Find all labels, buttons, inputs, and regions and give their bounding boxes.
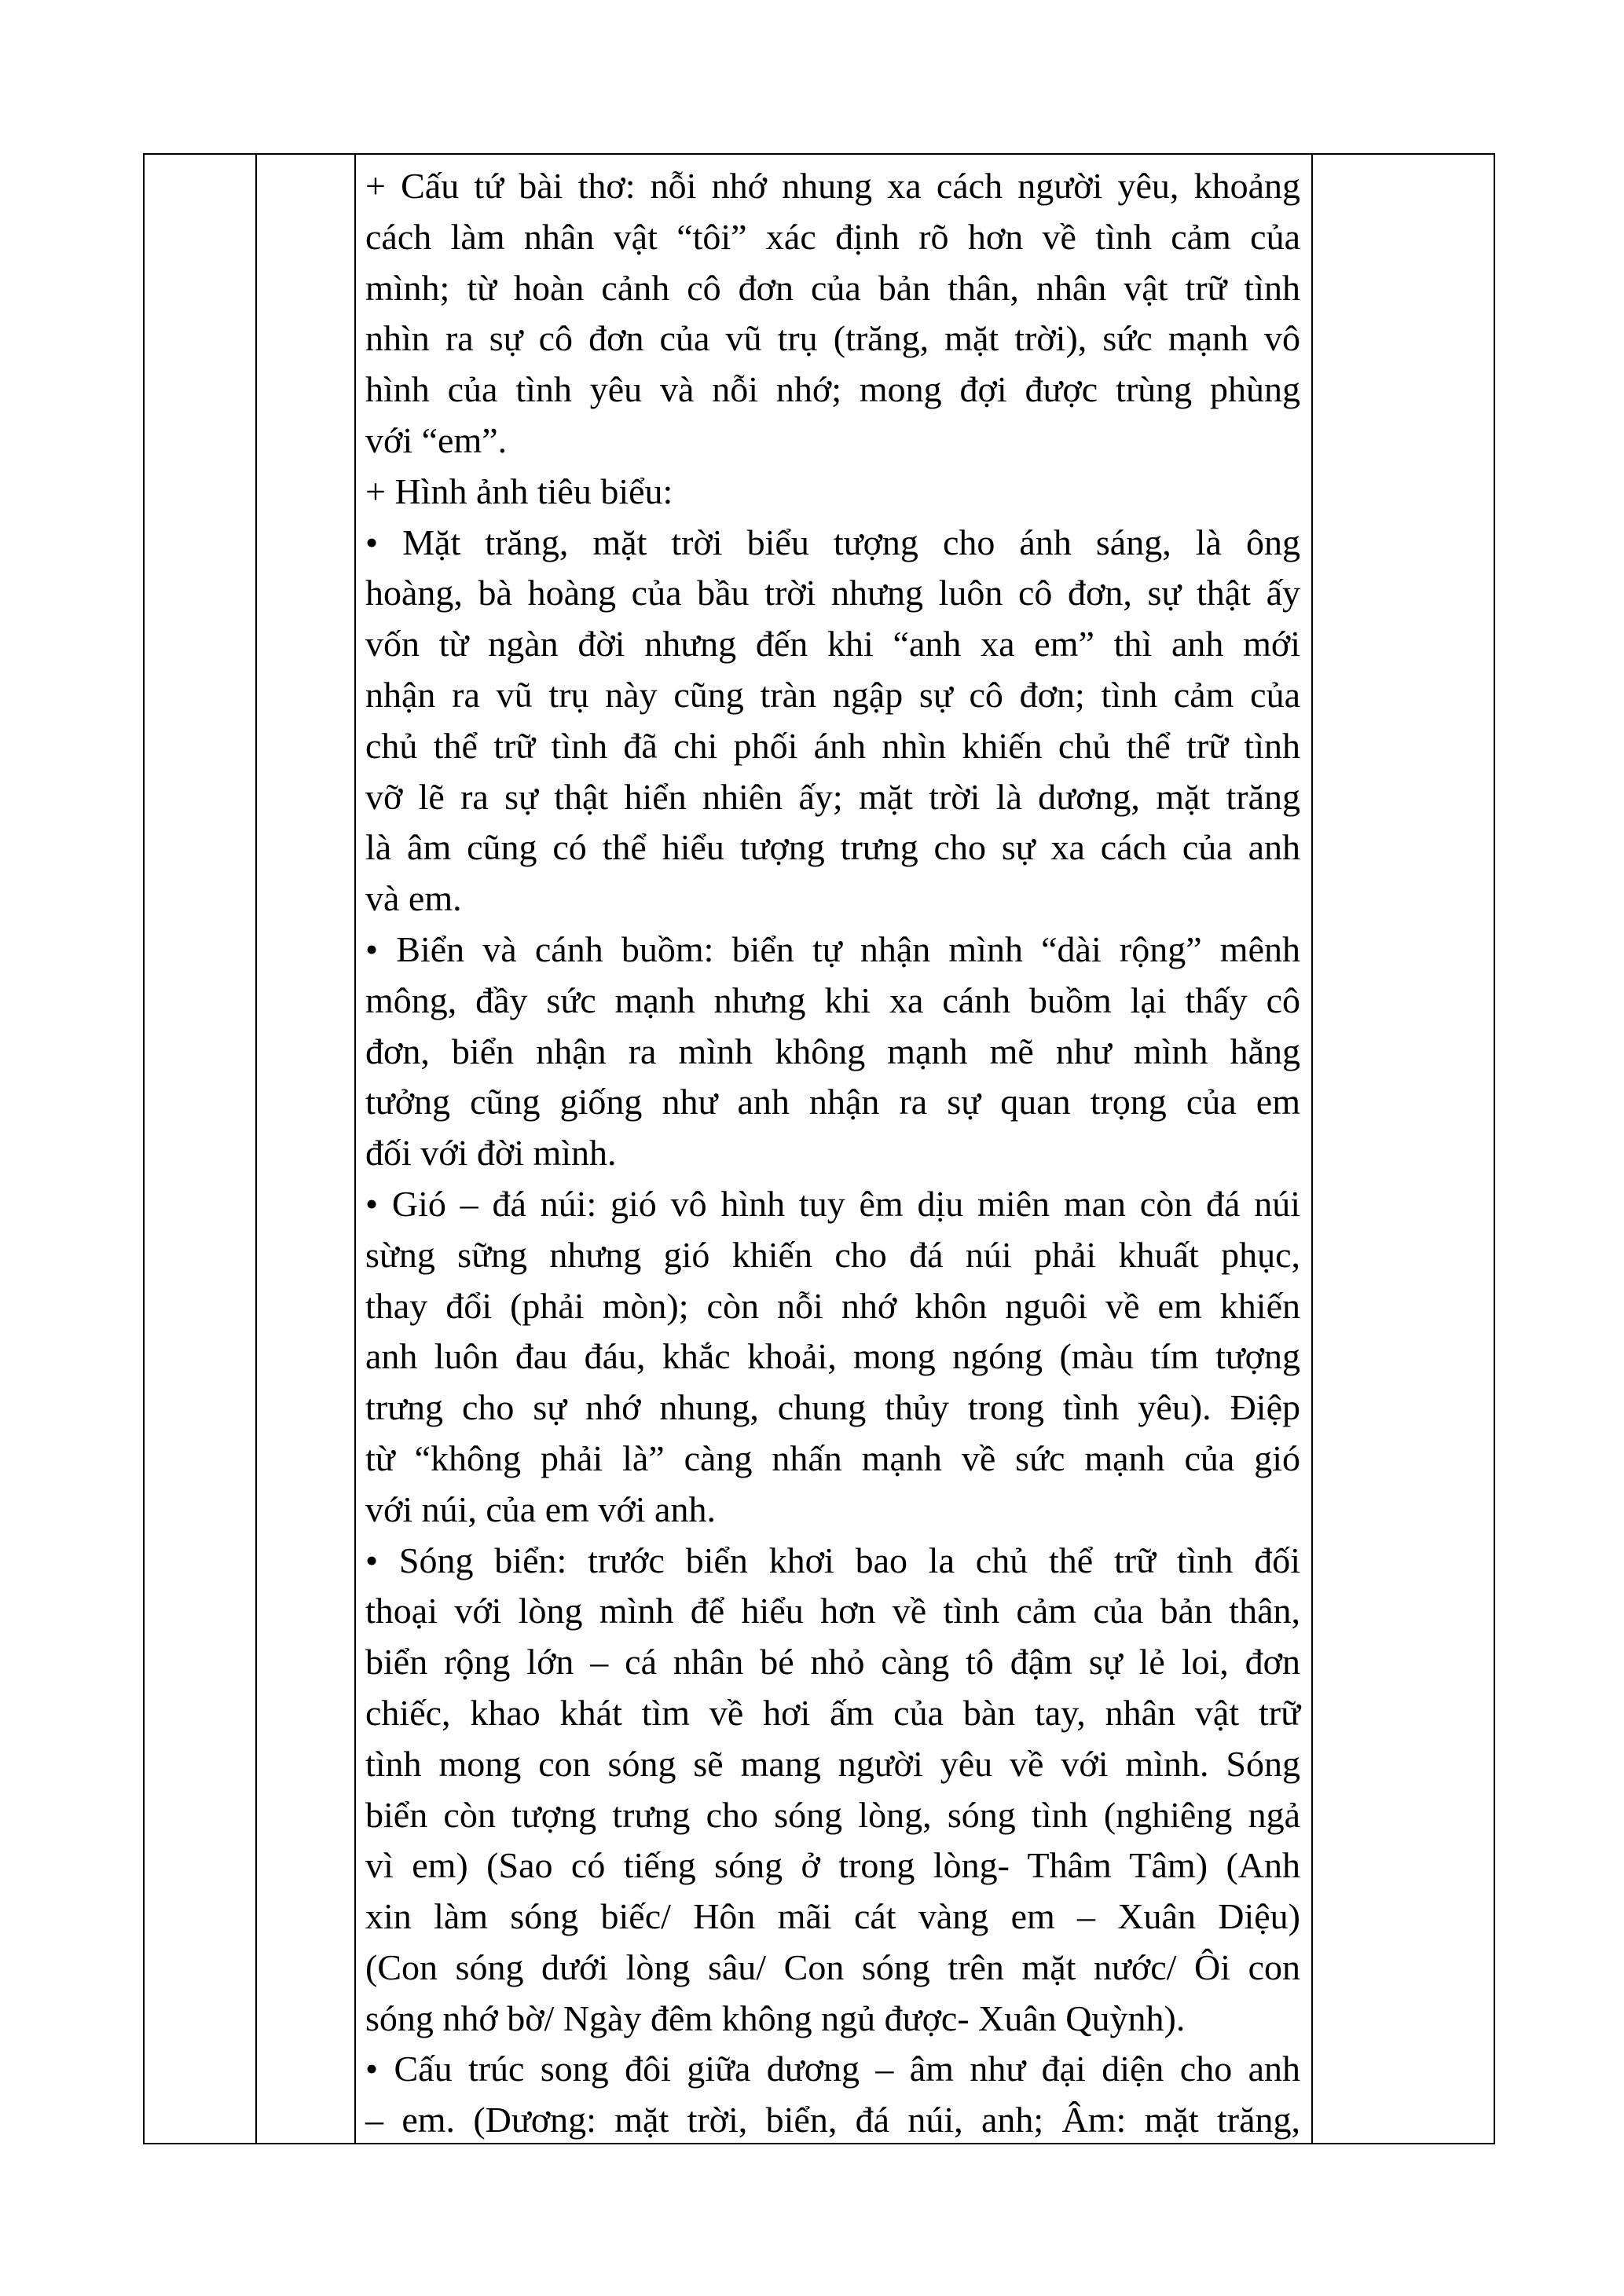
text-line: chủ thể trữ tình đã chi phối ánh nhìn khiến chủ thể trữ tình bbox=[365, 725, 1300, 766]
text-line: vì em) (Sao có tiếng sóng ở trong lòng- Thâm Tâm) (Anh bbox=[365, 1845, 1300, 1886]
text-line: tình mong con sóng sẽ mang người yêu về với mình. Sóng bbox=[365, 1743, 1300, 1784]
text-line: biển còn tượng trưng cho sóng lòng, sóng tình (nghiêng ngả bbox=[365, 1794, 1300, 1835]
text-line: vỡ lẽ ra sự thật hiển nhiên ấy; mặt trời là dương, mặt trăng bbox=[365, 776, 1300, 817]
table-cell-content bbox=[365, 161, 1300, 2146]
text-line: – em. (Dương: mặt trời, biển, đá núi, anh; Âm: mặt trăng, bbox=[365, 2100, 1300, 2140]
text-line: • Sóng biển: trước biển khơi bao la chủ thể trữ tình đối bbox=[365, 1540, 1300, 1580]
text-line: đối với đời mình. bbox=[365, 1133, 617, 1174]
text-line: với “em”. bbox=[365, 419, 508, 460]
text-line: và em. bbox=[365, 878, 462, 919]
text-line: thoại với lòng mình để hiểu hơn về tình cảm của bản thân, bbox=[365, 1591, 1300, 1631]
text-line: anh luôn đau đáu, khắc khoải, mong ngóng (màu tím tượng bbox=[365, 1336, 1300, 1377]
text-line: hoàng, bà hoàng của bầu trời nhưng luôn cô đơn, sự thật ấy bbox=[365, 573, 1300, 613]
text-line: từ “không phải là” càng nhấn mạnh về sức mạnh của gió bbox=[365, 1437, 1300, 1478]
text-line: mình; từ hoàn cảnh cô đơn của bản thân, nhân vật trữ tình bbox=[365, 267, 1300, 308]
text-line: + Hình ảnh tiêu biểu: bbox=[365, 471, 673, 511]
column-divider bbox=[354, 155, 356, 2143]
text-line: xin làm sóng biếc/ Hôn mãi cát vàng em – Xuân Diệu) bbox=[365, 1896, 1300, 1937]
text-line: + Cấu tứ bài thơ: nỗi nhớ nhung xa cách người yêu, khoảng bbox=[365, 166, 1300, 206]
text-line: nhận ra vũ trụ này cũng tràn ngập sự cô đơn; tình cảm của bbox=[365, 674, 1300, 715]
text-line: • Gió – đá núi: gió vô hình tuy êm dịu miên man còn đá núi bbox=[365, 1183, 1300, 1224]
text-line: • Biển và cánh buồm: biển tự nhận mình “dài rộng” mênh bbox=[365, 928, 1300, 969]
text-line: mông, đầy sức mạnh nhưng khi xa cánh buồm lại thấy cô bbox=[365, 980, 1300, 1020]
column-divider bbox=[1311, 155, 1313, 2143]
text-line: hình của tình yêu và nỗi nhớ; mong đợi được trùng phùng bbox=[365, 369, 1300, 410]
column-divider bbox=[255, 155, 257, 2143]
text-line: sóng nhớ bờ/ Ngày đêm không ngủ được- Xuân Quỳnh). bbox=[365, 1998, 1186, 2038]
text-line: vốn từ ngàn đời nhưng đến khi “anh xa em” thì anh mới bbox=[365, 624, 1300, 665]
text-line: cách làm nhân vật “tôi” xác định rõ hơn về tình cảm của bbox=[365, 216, 1300, 257]
text-line: với núi, của em với anh. bbox=[365, 1489, 716, 1529]
text-line: trưng cho sự nhớ nhung, chung thủy trong tình yêu). Điệp bbox=[365, 1387, 1300, 1428]
text-line: • Cấu trúc song đôi giữa dương – âm như đại diện cho anh bbox=[365, 2049, 1300, 2089]
text-line: chiếc, khao khát tìm về hơi ấm của bàn tay, nhân vật trữ bbox=[365, 1692, 1300, 1733]
text-line: sừng sững nhưng gió khiến cho đá núi phải khuất phục, bbox=[365, 1234, 1300, 1275]
text-line: thay đổi (phải mòn); còn nỗi nhớ khôn nguôi về em khiến bbox=[365, 1285, 1300, 1326]
text-line: đơn, biển nhận ra mình không mạnh mẽ như mình hằng bbox=[365, 1031, 1300, 1071]
text-line: (Con sóng dưới lòng sâu/ Con sóng trên mặt nước/ Ôi con bbox=[365, 1946, 1300, 1987]
text-line: nhìn ra sự cô đơn của vũ trụ (trăng, mặt trời), sức mạnh vô bbox=[365, 318, 1300, 359]
text-line: là âm cũng có thể hiểu tượng trưng cho sự xa cách của anh bbox=[365, 827, 1300, 868]
text-line: biển rộng lớn – cá nhân bé nhỏ càng tô đậm sự lẻ loi, đơn bbox=[365, 1642, 1300, 1683]
text-line: tưởng cũng giống như anh nhận ra sự quan trọng của em bbox=[365, 1082, 1300, 1122]
text-line: • Mặt trăng, mặt trời biểu tượng cho ánh sáng, là ông bbox=[365, 522, 1300, 562]
